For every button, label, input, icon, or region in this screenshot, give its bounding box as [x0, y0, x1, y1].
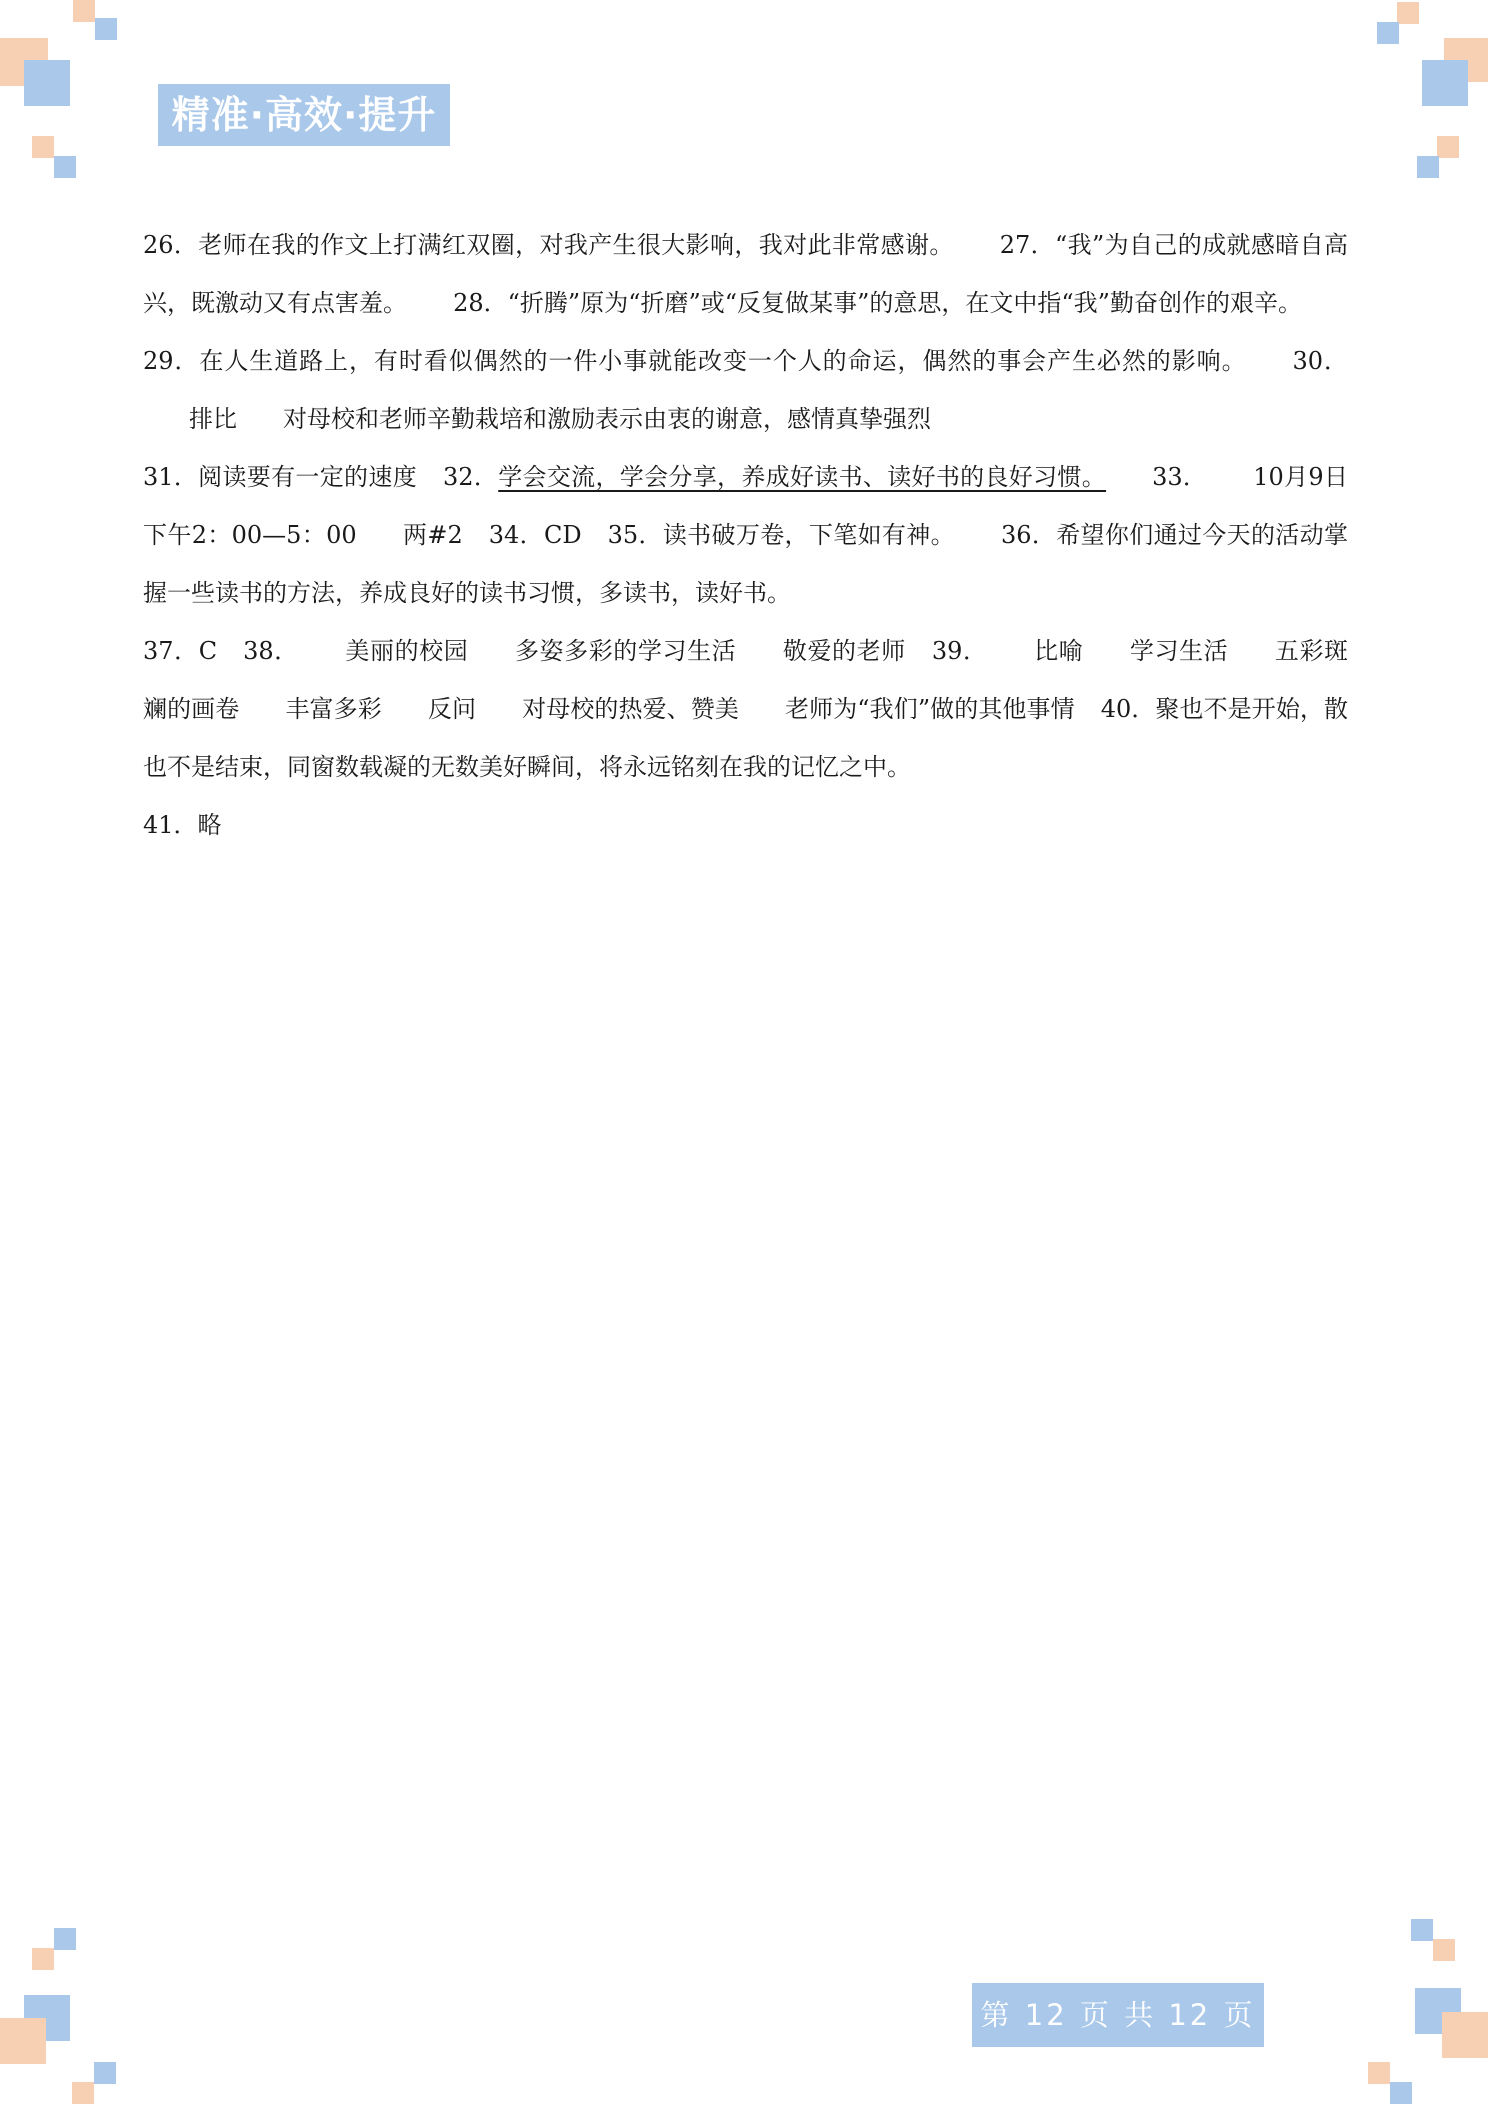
deco-square — [54, 156, 76, 178]
answer-40: 40．聚也不是开始，散也不是结束，同窗数载凝的无数美好瞬间，将永远铭刻在我的记忆之中。 — [143, 695, 1349, 781]
deco-square — [0, 2018, 46, 2064]
answer-30-a: 排比 — [189, 405, 237, 433]
answer-39-e: 反问 — [427, 695, 477, 723]
answer-39-a: 比喻 — [1033, 637, 1084, 665]
brand-banner: 精准·高效·提升 — [158, 84, 450, 146]
answer-30-number: 30． — [1292, 347, 1348, 375]
answer-39-f: 对母校的热爱、赞美 — [522, 695, 739, 723]
answer-content — [143, 216, 1348, 854]
answer-38-number: 38． — [243, 637, 299, 665]
deco-square — [54, 1928, 76, 1950]
answer-paragraph-37-40 — [143, 622, 1348, 796]
page-number-label: 第 12 页 共 12 页 — [972, 1983, 1264, 2047]
answer-41: 41．略 — [143, 811, 222, 839]
answer-39-d: 丰富多彩 — [285, 695, 382, 723]
answer-paragraph-31-36 — [143, 448, 1348, 622]
answer-paragraph-26-30 — [143, 216, 1348, 448]
deco-square — [32, 1948, 54, 1970]
deco-square — [1390, 2082, 1412, 2104]
deco-square — [1422, 60, 1468, 106]
deco-square — [1368, 2062, 1390, 2084]
answer-27: 27．“我”为自己的成就感暗自高兴，既激动又有点害羞。 — [143, 231, 1349, 317]
deco-square — [1377, 22, 1399, 44]
answer-33-number: 33． — [1152, 463, 1208, 491]
deco-square — [94, 2062, 116, 2084]
answer-28: 28．“折腾”原为“折磨”或“反复做某事”的意思，在文中指“我”勤奋创作的艰辛。 — [453, 289, 1303, 317]
answer-32-number: 32． — [443, 463, 499, 491]
answer-33-b: 两#2 — [402, 521, 463, 549]
deco-square — [1417, 156, 1439, 178]
answer-38-b: 多姿多彩的学习生活 — [514, 637, 737, 665]
answer-39-number: 39． — [931, 637, 988, 665]
answer-38-c: 敬爱的老师 — [782, 637, 906, 665]
deco-square — [73, 0, 95, 22]
deco-square — [32, 136, 54, 158]
deco-square — [72, 2082, 94, 2104]
answer-33-a: 10月9日下午2：00—5：00 — [143, 463, 1348, 549]
answer-30-b: 对母校和老师辛勤栽培和激励表示由衷的谢意，感情真挚强烈 — [283, 405, 931, 433]
answer-29: 29．在人生道路上，有时看似偶然的一件小事就能改变一个人的命运，偶然的事会产生必然的影响。 — [143, 347, 1247, 375]
answer-39-g: 老师为“我们”做的其他事情 — [784, 695, 1075, 723]
answer-38-a: 美丽的校园 — [344, 637, 469, 665]
deco-square — [1442, 2012, 1488, 2058]
answer-paragraph-41 — [143, 796, 1348, 854]
deco-square — [1433, 1939, 1455, 1961]
deco-square — [95, 18, 117, 40]
deco-square — [1437, 136, 1459, 158]
answer-34: 34．CD — [488, 521, 582, 549]
deco-square — [1411, 1919, 1433, 1941]
answer-37: 37．C — [143, 637, 218, 665]
deco-square — [24, 60, 70, 106]
deco-square — [1397, 2, 1419, 24]
answer-26: 26．老师在我的作文上打满红双圈，对我产生很大影响，我对此非常感谢。 — [143, 231, 954, 259]
answer-31: 31．阅读要有一定的速度 — [143, 463, 418, 491]
answer-35: 35．读书破万卷，下笔如有神。 — [607, 521, 955, 549]
answer-36: 36．希望你们通过今天的活动掌握一些读书的方法，养成良好的读书习惯，多读书，读好书。 — [143, 521, 1348, 607]
answer-32-underlined: 学会交流，学会分享，养成好读书、读好书的良好习惯。 — [498, 463, 1107, 491]
answer-39-c: 五彩斑斓的画卷 — [143, 637, 1349, 723]
answer-39-b: 学习生活 — [1129, 637, 1229, 665]
